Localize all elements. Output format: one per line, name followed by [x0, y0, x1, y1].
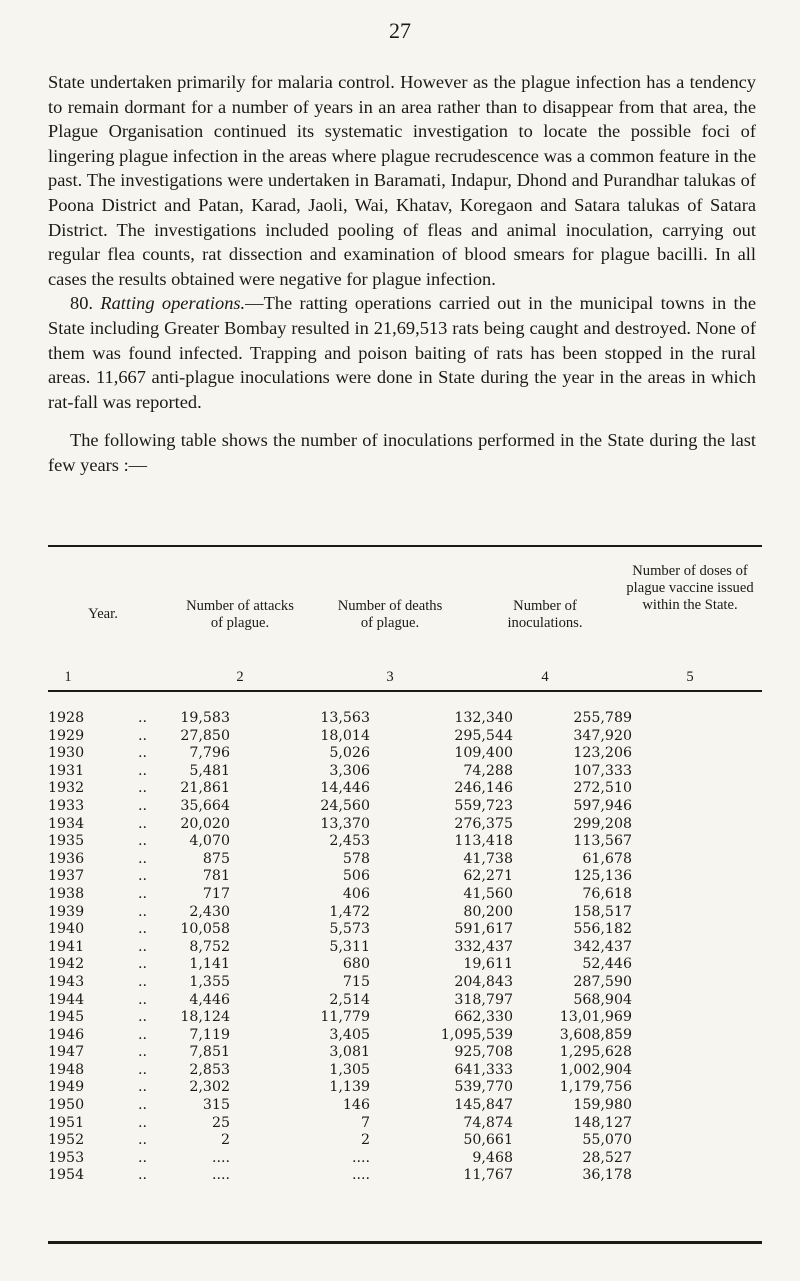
attacks-cell: 2,430	[189, 903, 230, 920]
table-row	[48, 1132, 762, 1150]
inoculations-cell: 204,843	[454, 973, 513, 990]
year-cell: 1940	[48, 921, 85, 938]
paragraph-malaria-plague: State undertaken primarily for malaria control. However as the plague infection has a tendency to remain dormant for a number of years in an area rather than to disappear from that area, the Plague Organisation continued its systematic investigation to locate the possible foci of lingering plague infection in the areas where plague recrudescence was a common feature in the past. The investigations were undertaken in Baramati, Indapur, Dhond and Purandhar talukas of Poona District and Patan, Karad, Jaoli, Wai, Khatav, Koregaon and Satara talukas of Satara District. The investigations included pooling of fleas and animal inoculation, carrying out regular flea counts, rat dissection and examination of blood smears for plague bacilli. In all cases the results obtained were negative for plague infection.	[48, 72, 756, 289]
doses-cell: 299,208	[573, 815, 632, 832]
leader-dots: ..	[138, 1044, 148, 1061]
inoculations-cell: 132,340	[454, 710, 513, 726]
deaths-cell: 5,026	[329, 745, 370, 762]
inoculations-cell: 641,333	[454, 1061, 513, 1078]
leader-dots: ..	[138, 903, 148, 920]
table-row	[48, 992, 762, 1010]
attacks-cell: ....	[211, 1167, 230, 1184]
table-row	[48, 1062, 762, 1080]
year-cell: 1943	[48, 973, 85, 990]
attacks-cell: 875	[202, 850, 230, 867]
doses-cell: 1,179,756	[559, 1079, 632, 1096]
inoculations-cell: 41,560	[463, 885, 513, 902]
leader-dots: ..	[138, 780, 148, 797]
year-cell: 1939	[48, 903, 85, 920]
year-cell: 1938	[48, 885, 85, 902]
inoculations-cell: 145,847	[454, 1097, 513, 1114]
table-row	[48, 1044, 762, 1062]
section-text: —The ratting operations carried out in the municipal towns in the State including Greater Bombay resulted in 21,69,513 rats being caught and destroyed. None of them was found infected. Trapping and poison baiting of rats has been stopped in the rural areas. 11,667 anti-plague inoculations were done in State during the year in the areas in which rat-fall was reported.	[48, 293, 757, 412]
doses-cell: 568,904	[573, 991, 632, 1008]
attacks-cell: 2,853	[189, 1061, 230, 1078]
leader-dots: ..	[138, 921, 148, 938]
inoculations-cell: 662,330	[454, 1009, 513, 1026]
doses-cell: 52,446	[582, 956, 632, 973]
attacks-cell: 7,851	[189, 1044, 230, 1061]
inoculations-cell: 74,288	[463, 762, 513, 779]
inoculations-cell: 318,797	[454, 991, 513, 1008]
deaths-cell: ....	[351, 1149, 370, 1166]
leader-dots: ..	[138, 1097, 148, 1114]
leader-dots: ..	[138, 991, 148, 1008]
table-row	[48, 1167, 762, 1185]
col-number-3: 3	[386, 669, 394, 685]
year-cell: 1944	[48, 991, 85, 1008]
inoculations-cell: 276,375	[454, 815, 513, 832]
col-header-attacks: Number of attacks of plague.	[186, 598, 294, 631]
attacks-cell: ....	[211, 1149, 230, 1166]
leader-dots: ..	[138, 973, 148, 990]
table-header-rule	[48, 690, 762, 692]
doses-cell: 287,590	[573, 973, 632, 990]
leader-dots: ..	[138, 850, 148, 867]
col-number-4: 4	[541, 669, 549, 685]
table-row	[48, 956, 762, 974]
deaths-cell: 3,306	[329, 762, 370, 779]
leader-dots: ..	[138, 833, 148, 850]
year-cell: 1935	[48, 833, 85, 850]
doses-cell: 347,920	[573, 727, 632, 744]
page-number: 27	[389, 18, 411, 43]
leader-dots: ..	[138, 745, 148, 762]
attacks-cell: 21,861	[180, 780, 230, 797]
year-cell: 1953	[48, 1149, 85, 1166]
deaths-cell: 506	[342, 868, 370, 885]
table-bottom-rule	[48, 1241, 762, 1244]
deaths-cell: 1,472	[329, 903, 370, 920]
table-top-rule	[48, 545, 762, 547]
table-row	[48, 780, 762, 798]
attacks-cell: 19,583	[180, 710, 230, 726]
year-cell: 1941	[48, 938, 85, 955]
deaths-cell: 146	[342, 1097, 370, 1114]
leader-dots: ..	[138, 885, 148, 902]
year-cell: 1946	[48, 1026, 85, 1043]
attacks-cell: 18,124	[180, 1009, 230, 1026]
attacks-cell: 7,119	[189, 1026, 230, 1043]
table-row	[48, 710, 762, 728]
col-header-year: Year.	[88, 606, 118, 622]
inoculations-cell: 9,468	[472, 1149, 513, 1166]
attacks-cell: 25	[211, 1114, 230, 1131]
doses-cell: 148,127	[573, 1114, 632, 1131]
year-cell: 1932	[48, 780, 85, 797]
attacks-cell: 1,355	[189, 973, 230, 990]
inoculations-cell: 539,770	[454, 1079, 513, 1096]
leader-dots: ..	[138, 1009, 148, 1026]
attacks-cell: 2,302	[189, 1079, 230, 1096]
leader-dots: ..	[138, 956, 148, 973]
doses-cell: 272,510	[573, 780, 632, 797]
table-row	[48, 939, 762, 957]
deaths-cell: 18,014	[320, 727, 370, 744]
inoculations-cell: 1,095,539	[440, 1026, 513, 1043]
year-cell: 1948	[48, 1061, 85, 1078]
doses-cell: 125,136	[573, 868, 632, 885]
inoculations-cell: 11,767	[463, 1167, 513, 1184]
deaths-cell: 5,573	[329, 921, 370, 938]
attacks-cell: 35,664	[180, 797, 230, 814]
col-number-5: 5	[686, 669, 694, 685]
attacks-cell: 20,020	[180, 815, 230, 832]
leader-dots: ..	[138, 815, 148, 832]
attacks-cell: 4,070	[189, 833, 230, 850]
attacks-cell: 2	[220, 1132, 230, 1149]
deaths-cell: 24,560	[320, 797, 370, 814]
inoculations-cell: 559,723	[454, 797, 513, 814]
deaths-cell: 2,514	[329, 991, 370, 1008]
year-cell: 1949	[48, 1079, 85, 1096]
table-row	[48, 745, 762, 763]
table-row	[48, 833, 762, 851]
inoculations-cell: 246,146	[454, 780, 513, 797]
year-cell: 1929	[48, 727, 85, 744]
leader-dots: ..	[138, 1114, 148, 1131]
table-row	[48, 728, 762, 746]
inoculations-cell: 62,271	[463, 868, 513, 885]
leader-dots: ..	[138, 868, 148, 885]
leader-dots: ..	[138, 938, 148, 955]
paragraph-ratting-operations	[48, 291, 756, 414]
deaths-cell: 1,139	[329, 1079, 370, 1096]
table-row	[48, 1097, 762, 1115]
doses-cell: 159,980	[573, 1097, 632, 1114]
deaths-cell: 2	[360, 1132, 370, 1149]
doses-cell: 1,295,628	[559, 1044, 632, 1061]
deaths-cell: 3,405	[329, 1026, 370, 1043]
table-row	[48, 816, 762, 834]
year-cell: 1933	[48, 797, 85, 814]
year-cell: 1947	[48, 1044, 85, 1061]
deaths-cell: 2,453	[329, 833, 370, 850]
doses-cell: 13,01,969	[559, 1009, 632, 1026]
deaths-cell: 578	[342, 850, 370, 867]
attacks-cell: 4,446	[189, 991, 230, 1008]
doses-cell: 597,946	[573, 797, 632, 814]
paragraph-table-intro: The following table shows the number of inoculations performed in the State during the last few years :—	[48, 430, 756, 475]
col-header-doses: Number of doses of plague vaccine issued within the State.	[626, 563, 754, 613]
year-cell: 1954	[48, 1167, 85, 1184]
col-number-1: 1	[64, 669, 72, 685]
col-number-2: 2	[236, 669, 244, 685]
inoculations-cell: 925,708	[454, 1044, 513, 1061]
deaths-cell: 5,311	[329, 938, 370, 955]
deaths-cell: 3,081	[329, 1044, 370, 1061]
year-cell: 1930	[48, 745, 85, 762]
table-row	[48, 1079, 762, 1097]
table-row	[48, 921, 762, 939]
doses-cell: 342,437	[573, 938, 632, 955]
leader-dots: ..	[138, 1149, 148, 1166]
year-cell: 1931	[48, 762, 85, 779]
plague-statistics-table	[48, 710, 762, 1185]
year-cell: 1942	[48, 956, 85, 973]
attacks-cell: 27,850	[180, 727, 230, 744]
deaths-cell: ....	[351, 1167, 370, 1184]
leader-dots: ..	[138, 1061, 148, 1078]
inoculations-cell: 332,437	[454, 938, 513, 955]
inoculations-cell: 295,544	[454, 727, 513, 744]
table-row	[48, 1009, 762, 1027]
attacks-cell: 7,796	[189, 745, 230, 762]
doses-cell: 28,527	[582, 1149, 632, 1166]
table-row	[48, 886, 762, 904]
table-row	[48, 904, 762, 922]
inoculations-cell: 19,611	[463, 956, 513, 973]
inoculations-cell: 50,661	[463, 1132, 513, 1149]
deaths-cell: 406	[342, 885, 370, 902]
deaths-cell: 11,779	[320, 1009, 370, 1026]
inoculations-cell: 591,617	[454, 921, 513, 938]
deaths-cell: 13,370	[320, 815, 370, 832]
attacks-cell: 315	[202, 1097, 230, 1114]
attacks-cell: 10,058	[180, 921, 230, 938]
year-cell: 1945	[48, 1009, 85, 1026]
col-header-inoculations: Number of inoculations.	[507, 598, 583, 631]
deaths-cell: 13,563	[320, 710, 370, 726]
doses-cell: 36,178	[582, 1167, 632, 1184]
doses-cell: 76,618	[582, 885, 632, 902]
leader-dots: ..	[138, 1026, 148, 1043]
doses-cell: 123,206	[573, 745, 632, 762]
table-row	[48, 763, 762, 781]
year-cell: 1936	[48, 850, 85, 867]
doses-cell: 113,567	[573, 833, 632, 850]
doses-cell: 158,517	[573, 903, 632, 920]
year-cell: 1952	[48, 1132, 85, 1149]
table-row	[48, 1150, 762, 1168]
body-text	[48, 70, 756, 478]
doses-cell: 55,070	[582, 1132, 632, 1149]
leader-dots: ..	[138, 1167, 148, 1184]
inoculations-cell: 80,200	[463, 903, 513, 920]
col-header-deaths: Number of deaths of plague.	[337, 598, 443, 631]
table-row	[48, 1115, 762, 1133]
doses-cell: 3,608,859	[559, 1026, 632, 1043]
doses-cell: 107,333	[573, 762, 632, 779]
inoculations-cell: 41,738	[463, 850, 513, 867]
leader-dots: ..	[138, 1132, 148, 1149]
table-row	[48, 798, 762, 816]
doses-cell: 556,182	[573, 921, 632, 938]
section-heading: Ratting operations.	[100, 293, 246, 314]
inoculations-cell: 74,874	[463, 1114, 513, 1131]
attacks-cell: 781	[202, 868, 230, 885]
leader-dots: ..	[138, 797, 148, 814]
deaths-cell: 715	[342, 973, 370, 990]
deaths-cell: 7	[360, 1114, 370, 1131]
attacks-cell: 5,481	[189, 762, 230, 779]
year-cell: 1937	[48, 868, 85, 885]
leader-dots: ..	[138, 1079, 148, 1096]
doses-cell: 1,002,904	[559, 1061, 632, 1078]
leader-dots: ..	[138, 727, 148, 744]
deaths-cell: 680	[342, 956, 370, 973]
year-cell: 1950	[48, 1097, 85, 1114]
leader-dots: ..	[138, 710, 148, 726]
table-row	[48, 1027, 762, 1045]
year-cell: 1934	[48, 815, 85, 832]
deaths-cell: 1,305	[329, 1061, 370, 1078]
attacks-cell: 1,141	[189, 956, 230, 973]
inoculations-cell: 109,400	[454, 745, 513, 762]
table-row	[48, 851, 762, 869]
doses-cell: 61,678	[582, 850, 632, 867]
table-row	[48, 868, 762, 886]
leader-dots: ..	[138, 762, 148, 779]
attacks-cell: 8,752	[189, 938, 230, 955]
deaths-cell: 14,446	[320, 780, 370, 797]
inoculations-cell: 113,418	[454, 833, 513, 850]
attacks-cell: 717	[202, 885, 230, 902]
table-row	[48, 974, 762, 992]
doses-cell: 255,789	[573, 710, 632, 726]
year-cell: 1928	[48, 710, 85, 726]
year-cell: 1951	[48, 1114, 85, 1131]
section-number: 80.	[70, 293, 93, 314]
